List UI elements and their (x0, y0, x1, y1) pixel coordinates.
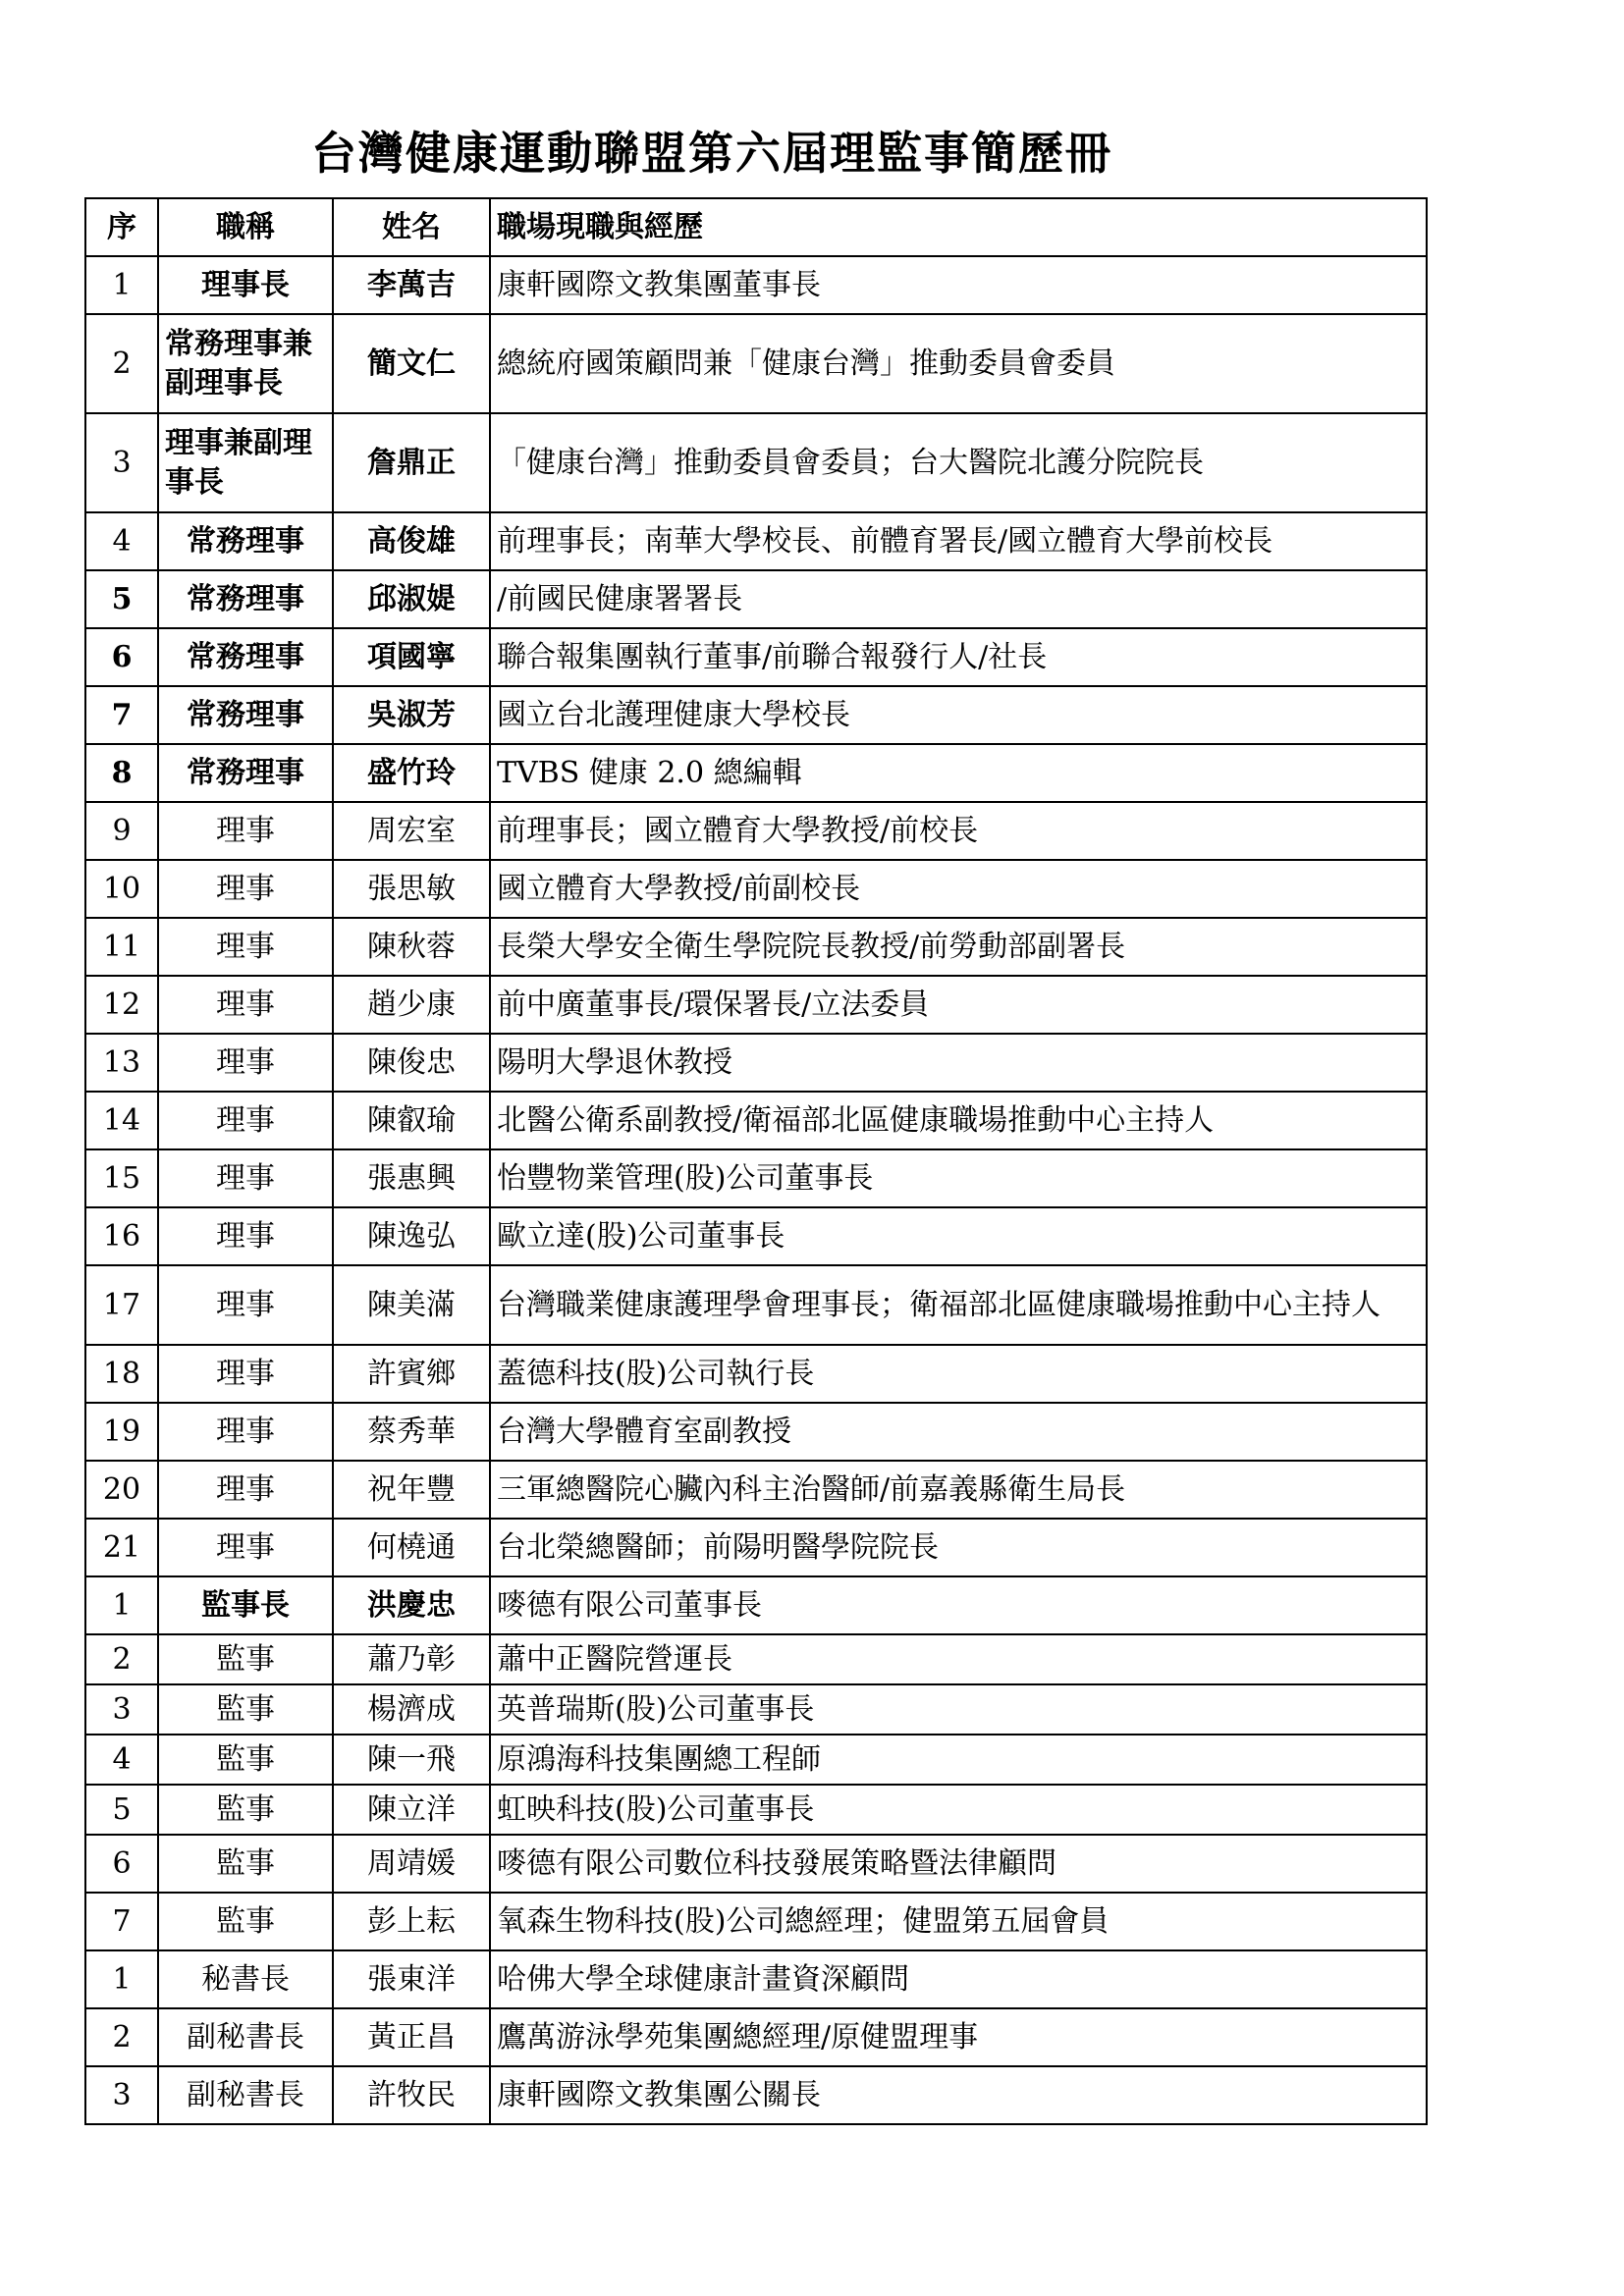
roster-body (85, 256, 1427, 2124)
row-seq: 5 (85, 1785, 158, 1835)
row-name: 祝年豐 (333, 1461, 490, 1519)
row-seq: 9 (85, 802, 158, 860)
table-row (85, 256, 1427, 314)
row-desc: 前理事長；國立體育大學教授/前校長 (490, 802, 1427, 860)
table-row (85, 1207, 1427, 1265)
row-desc: 陽明大學退休教授 (490, 1034, 1427, 1092)
row-name: 蔡秀華 (333, 1403, 490, 1461)
row-name: 陳俊忠 (333, 1034, 490, 1092)
row-title: 理事 (158, 1519, 333, 1576)
row-name: 陳逸弘 (333, 1207, 490, 1265)
row-desc: 「健康台灣」推動委員會委員；台大醫院北護分院院長 (490, 413, 1427, 512)
table-row (85, 2008, 1427, 2066)
header-seq: 序 (85, 198, 158, 256)
row-seq: 5 (85, 570, 158, 628)
row-desc: 康軒國際文教集團董事長 (490, 256, 1427, 314)
row-title: 監事 (158, 1835, 333, 1893)
row-name: 周靖媛 (333, 1835, 490, 1893)
row-seq: 4 (85, 1735, 158, 1785)
row-seq: 3 (85, 413, 158, 512)
row-name: 張東洋 (333, 1950, 490, 2008)
table-row (85, 1265, 1427, 1345)
row-seq: 7 (85, 686, 158, 744)
table-row (85, 314, 1427, 413)
row-name: 張惠興 (333, 1149, 490, 1207)
row-seq: 15 (85, 1149, 158, 1207)
row-name: 盛竹玲 (333, 744, 490, 802)
row-seq: 6 (85, 1835, 158, 1893)
table-row (85, 918, 1427, 976)
row-seq: 8 (85, 744, 158, 802)
table-row (85, 1345, 1427, 1403)
row-seq: 3 (85, 2066, 158, 2124)
table-row (85, 860, 1427, 918)
row-desc: 氧森生物科技(股)公司總經理；健盟第五屆會員 (490, 1893, 1427, 1950)
table-row (85, 1634, 1427, 1684)
row-seq: 3 (85, 1684, 158, 1735)
row-title: 副秘書長 (158, 2008, 333, 2066)
row-title: 監事 (158, 1735, 333, 1785)
document-title: 台灣健康運動聯盟第六屆理監事簡歷冊 (311, 127, 1112, 180)
row-name: 吳淑芳 (333, 686, 490, 744)
row-desc: 國立體育大學教授/前副校長 (490, 860, 1427, 918)
row-seq: 17 (85, 1265, 158, 1345)
row-title: 常務理事 (158, 744, 333, 802)
row-seq: 12 (85, 976, 158, 1034)
row-desc: 三軍總醫院心臟內科主治醫師/前嘉義縣衛生局長 (490, 1461, 1427, 1519)
table-row (85, 1893, 1427, 1950)
header-name: 姓名 (333, 198, 490, 256)
row-desc: 蕭中正醫院營運長 (490, 1634, 1427, 1684)
row-seq: 2 (85, 2008, 158, 2066)
row-title: 理事 (158, 1034, 333, 1092)
row-name: 蕭乃彰 (333, 1634, 490, 1684)
table-row (85, 1149, 1427, 1207)
table-row (85, 1684, 1427, 1735)
row-name: 楊濟成 (333, 1684, 490, 1735)
row-title: 監事 (158, 1634, 333, 1684)
row-title: 理事長 (158, 256, 333, 314)
row-seq: 11 (85, 918, 158, 976)
row-name: 許牧民 (333, 2066, 490, 2124)
row-seq: 20 (85, 1461, 158, 1519)
row-desc: 前理事長；南華大學校長、前體育署長/國立體育大學前校長 (490, 512, 1427, 570)
row-desc: 虹映科技(股)公司董事長 (490, 1785, 1427, 1835)
row-desc: 嘜德有限公司董事長 (490, 1576, 1427, 1634)
row-seq: 1 (85, 1576, 158, 1634)
row-title: 常務理事 (158, 686, 333, 744)
row-desc: 北醫公衛系副教授/衛福部北區健康職場推動中心主持人 (490, 1092, 1427, 1149)
row-name: 高俊雄 (333, 512, 490, 570)
row-desc: 台北榮總醫師；前陽明醫學院院長 (490, 1519, 1427, 1576)
row-desc: 國立台北護理健康大學校長 (490, 686, 1427, 744)
row-name: 項國寧 (333, 628, 490, 686)
row-title: 副秘書長 (158, 2066, 333, 2124)
row-title: 常務理事 (158, 628, 333, 686)
row-desc: 蓋德科技(股)公司執行長 (490, 1345, 1427, 1403)
row-name: 邱淑媞 (333, 570, 490, 628)
row-title: 理事 (158, 1207, 333, 1265)
row-name: 張思敏 (333, 860, 490, 918)
table-row (85, 413, 1427, 512)
table-row (85, 1034, 1427, 1092)
row-title: 理事 (158, 1092, 333, 1149)
row-title: 常務理事 (158, 512, 333, 570)
row-name: 何橈通 (333, 1519, 490, 1576)
row-name: 黃正昌 (333, 2008, 490, 2066)
row-name: 陳美滿 (333, 1265, 490, 1345)
row-title: 監事 (158, 1893, 333, 1950)
table-row (85, 1835, 1427, 1893)
row-seq: 13 (85, 1034, 158, 1092)
row-title: 理事 (158, 1403, 333, 1461)
row-title: 監事 (158, 1785, 333, 1835)
row-name: 陳一飛 (333, 1735, 490, 1785)
table-row (85, 1576, 1427, 1634)
row-desc: 原鴻海科技集團總工程師 (490, 1735, 1427, 1785)
row-title: 理事 (158, 918, 333, 976)
row-name: 陳秋蓉 (333, 918, 490, 976)
row-seq: 16 (85, 1207, 158, 1265)
table-row (85, 570, 1427, 628)
row-title: 理事 (158, 976, 333, 1034)
row-name: 趙少康 (333, 976, 490, 1034)
row-desc: 歐立達(股)公司董事長 (490, 1207, 1427, 1265)
row-title: 秘書長 (158, 1950, 333, 2008)
row-title: 理事 (158, 1345, 333, 1403)
row-desc: 台灣職業健康護理學會理事長；衛福部北區健康職場推動中心主持人 (490, 1265, 1427, 1345)
roster-table (84, 197, 1428, 2125)
header-title: 職稱 (158, 198, 333, 256)
row-name: 許賓鄉 (333, 1345, 490, 1403)
row-name: 陳叡瑜 (333, 1092, 490, 1149)
row-desc: /前國民健康署署長 (490, 570, 1427, 628)
row-title: 監事 (158, 1684, 333, 1735)
row-seq: 1 (85, 256, 158, 314)
row-name: 陳立洋 (333, 1785, 490, 1835)
table-row (85, 976, 1427, 1034)
row-seq: 19 (85, 1403, 158, 1461)
row-desc: 總統府國策顧問兼「健康台灣」推動委員會委員 (490, 314, 1427, 413)
row-seq: 4 (85, 512, 158, 570)
row-desc: TVBS 健康 2.0 總編輯 (490, 744, 1427, 802)
row-title: 理事 (158, 1149, 333, 1207)
row-desc: 嘜德有限公司數位科技發展策略暨法律顧問 (490, 1835, 1427, 1893)
row-name: 洪慶忠 (333, 1576, 490, 1634)
table-row (85, 1519, 1427, 1576)
row-desc: 康軒國際文教集團公關長 (490, 2066, 1427, 2124)
row-seq: 2 (85, 314, 158, 413)
row-name: 彭上耘 (333, 1893, 490, 1950)
row-name: 周宏室 (333, 802, 490, 860)
table-row (85, 512, 1427, 570)
row-title: 理事 (158, 1265, 333, 1345)
row-name: 簡文仁 (333, 314, 490, 413)
table-row (85, 2066, 1427, 2124)
row-desc: 長榮大學安全衛生學院院長教授/前勞動部副署長 (490, 918, 1427, 976)
table-row (85, 1461, 1427, 1519)
row-seq: 18 (85, 1345, 158, 1403)
table-row (85, 686, 1427, 744)
row-desc: 台灣大學體育室副教授 (490, 1403, 1427, 1461)
row-desc: 前中廣董事長/環保署長/立法委員 (490, 976, 1427, 1034)
row-desc: 聯合報集團執行董事/前聯合報發行人/社長 (490, 628, 1427, 686)
row-seq: 7 (85, 1893, 158, 1950)
row-seq: 6 (85, 628, 158, 686)
row-seq: 2 (85, 1634, 158, 1684)
row-name: 李萬吉 (333, 256, 490, 314)
row-title: 理事 (158, 860, 333, 918)
header-desc: 職場現職與經歷 (490, 198, 1427, 256)
row-seq: 10 (85, 860, 158, 918)
table-row (85, 1092, 1427, 1149)
table-row (85, 1403, 1427, 1461)
table-row (85, 744, 1427, 802)
table-row (85, 628, 1427, 686)
row-title: 常務理事兼副理事長 (158, 314, 333, 413)
row-desc: 英普瑞斯(股)公司董事長 (490, 1684, 1427, 1735)
header-row (85, 198, 1427, 256)
table-row (85, 1785, 1427, 1835)
row-seq: 1 (85, 1950, 158, 2008)
table-row (85, 1950, 1427, 2008)
table-row (85, 1735, 1427, 1785)
row-title: 監事長 (158, 1576, 333, 1634)
row-seq: 14 (85, 1092, 158, 1149)
row-desc: 鷹萬游泳學苑集團總經理/原健盟理事 (490, 2008, 1427, 2066)
table-row (85, 802, 1427, 860)
row-title: 理事 (158, 1461, 333, 1519)
row-title: 理事兼副理事長 (158, 413, 333, 512)
row-title: 理事 (158, 802, 333, 860)
row-title: 常務理事 (158, 570, 333, 628)
row-desc: 怡豐物業管理(股)公司董事長 (490, 1149, 1427, 1207)
row-seq: 21 (85, 1519, 158, 1576)
row-desc: 哈佛大學全球健康計畫資深顧問 (490, 1950, 1427, 2008)
row-name: 詹鼎正 (333, 413, 490, 512)
